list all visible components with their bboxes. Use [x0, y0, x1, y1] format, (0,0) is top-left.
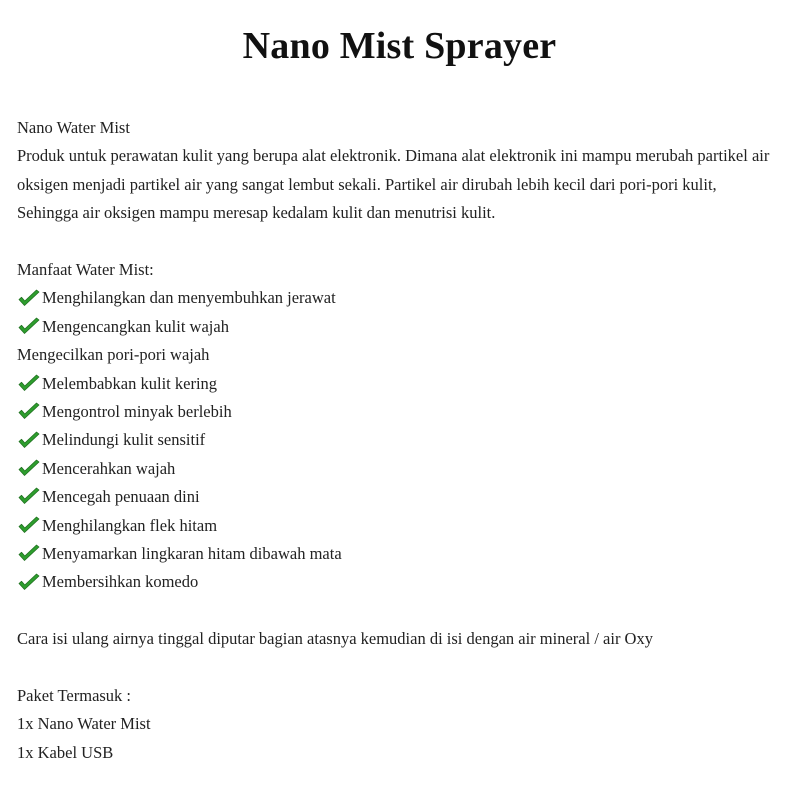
- spacer: [17, 597, 782, 625]
- benefit-text: Mencegah penuaan dini: [42, 487, 200, 507]
- benefit-text: Mengecilkan pori-pori wajah: [17, 345, 210, 365]
- check-icon: [17, 487, 41, 507]
- spacer: [17, 228, 782, 256]
- benefit-item: [17, 284, 782, 312]
- benefit-item: [17, 540, 782, 568]
- check-icon: [17, 573, 41, 593]
- benefit-item: [17, 455, 782, 483]
- refill-instructions: Cara isi ulang airnya tinggal diputar bagian atasnya kemudian di isi dengan air mineral / air Oxy: [17, 629, 653, 649]
- intro-paragraph: Produk untuk perawatan kulit yang berupa alat elektronik. Dimana alat elektronik ini mampu merubah partikel air oksigen menjadi partikel air yang sangat lembut sekali. Partikel air dirubah lebih kecil dari pori-pori kulit, Sehingga air oksigen mampu meresap kedalam kulit dan menutrisi kulit.: [17, 146, 770, 223]
- benefit-text: Membersihkan komedo: [42, 572, 199, 592]
- benefit-item: [17, 512, 782, 540]
- description-body: [17, 114, 782, 767]
- intro-heading: Nano Water Mist: [17, 118, 130, 137]
- benefits-heading: Manfaat Water Mist:: [17, 260, 154, 280]
- check-icon: [17, 544, 41, 564]
- benefit-text: Mencerahkan wajah: [42, 458, 176, 478]
- package-item: 1x Kabel USB: [17, 742, 114, 762]
- benefit-text: Mengontrol minyak berlebih: [42, 401, 232, 421]
- benefit-item: [17, 426, 782, 454]
- benefit-text: Melembabkan kulit kering: [42, 373, 218, 393]
- benefit-text: Mengencangkan kulit wajah: [42, 316, 229, 336]
- check-icon: [17, 459, 41, 479]
- benefit-text: Menghilangkan dan menyembuhkan jerawat: [42, 288, 336, 308]
- benefit-item: [17, 483, 782, 511]
- benefit-item: [17, 313, 782, 341]
- benefit-text: Menyamarkan lingkaran hitam dibawah mata: [42, 543, 342, 563]
- check-icon: [17, 374, 41, 394]
- benefit-item: [17, 370, 782, 398]
- benefits-list: [17, 284, 782, 596]
- check-icon: [17, 402, 41, 422]
- check-icon: [17, 431, 41, 451]
- page-title: Nano Mist Sprayer: [242, 25, 557, 67]
- benefit-item: [17, 568, 782, 596]
- benefit-item: [17, 341, 782, 369]
- check-icon: [17, 516, 41, 536]
- benefit-text: Melindungi kulit sensitif: [42, 430, 206, 450]
- benefit-item: [17, 398, 782, 426]
- package-item: 1x Nano Water Mist: [17, 714, 151, 734]
- check-icon: [17, 289, 41, 309]
- benefit-text: Menghilangkan flek hitam: [42, 515, 218, 535]
- check-icon: [17, 317, 41, 337]
- spacer: [17, 654, 782, 682]
- package-heading: Paket Termasuk :: [17, 685, 132, 705]
